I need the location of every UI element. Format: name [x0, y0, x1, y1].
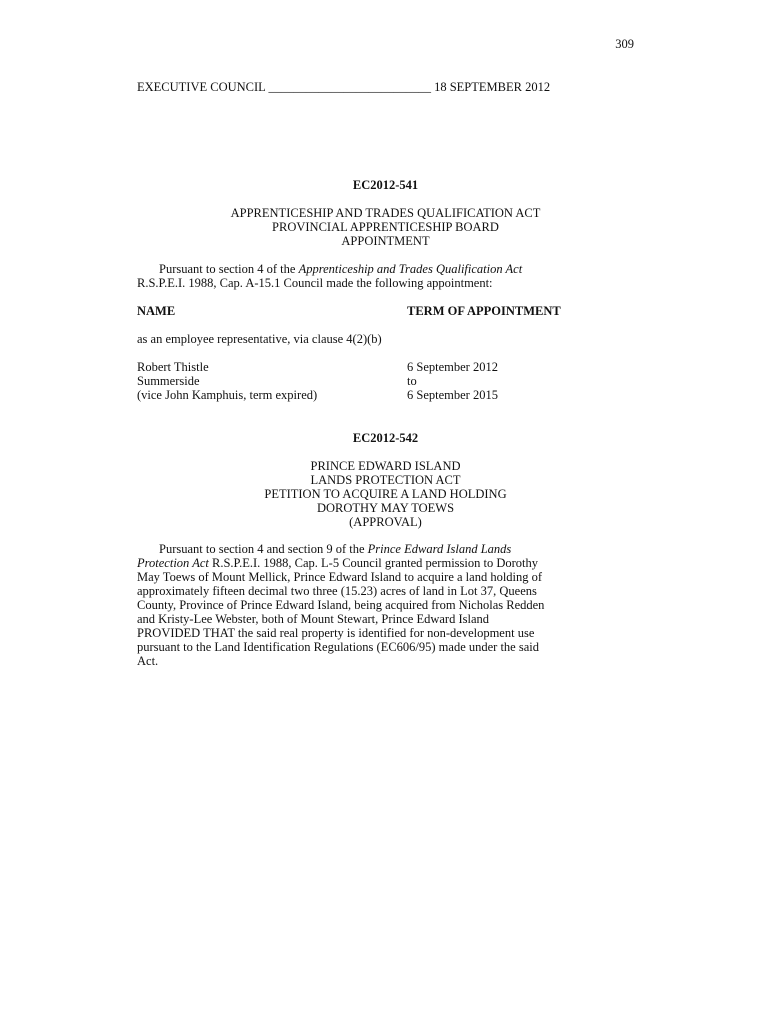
heading-line: APPRENTICESHIP AND TRADES QUALIFICATION ACT — [230, 206, 541, 220]
act-title: Prince Edward Island Lands — [367, 542, 512, 556]
appointee-note: (vice John Kamphuis, term expired) — [137, 388, 318, 402]
paragraph-line — [137, 556, 634, 570]
act-title: Apprenticeship and Trades Qualification Act — [298, 262, 523, 276]
order-number: EC2012-542 — [352, 431, 419, 445]
appointee-details — [137, 360, 397, 402]
paragraph-text: Pursuant to section 4 of the — [159, 262, 299, 276]
term-start: 6 September 2012 — [407, 360, 498, 374]
paragraph-line: approximately fifteen decimal two three (15.23) acres of land in Lot 37, Queens — [137, 584, 537, 598]
column-header-name: NAME — [137, 304, 176, 318]
column-header-term: TERM OF APPOINTMENT — [407, 304, 561, 318]
act-title: Protection Act — [137, 556, 209, 570]
heading-line: PETITION TO ACQUIRE A LAND HOLDING — [264, 487, 507, 501]
appointee-name: Robert Thistle — [137, 360, 209, 374]
paragraph-line: and Kristy-Lee Webster, both of Mount Stewart, Prince Edward Island — [137, 612, 489, 626]
running-head-left: EXECUTIVE COUNCIL — [137, 80, 266, 94]
term-to: to — [407, 374, 417, 388]
paragraph-line: County, Province of Prince Edward Island, being acquired from Nicholas Redden — [137, 598, 545, 612]
order-number: EC2012-541 — [352, 178, 419, 192]
heading-line: DOROTHY MAY TOEWS — [316, 501, 455, 515]
paragraph-line: Act. — [137, 654, 159, 668]
term-end: 6 September 2015 — [407, 388, 498, 402]
heading-line: PROVINCIAL APPRENTICESHIP BOARD — [272, 220, 499, 234]
heading-line: APPOINTMENT — [341, 234, 430, 248]
order-heading — [137, 206, 634, 248]
heading-line: LANDS PROTECTION ACT — [310, 473, 461, 487]
paragraph-line: PROVIDED THAT the said real property is identified for non-development use — [137, 626, 535, 640]
page-number: 309 — [615, 37, 634, 51]
paragraph-text: Pursuant to section 4 and section 9 of the — [159, 542, 368, 556]
paragraph-line — [137, 542, 634, 556]
running-head-rule: __________________________ — [268, 80, 431, 94]
paragraph-line: R.S.P.E.I. 1988, Cap. A-15.1 Council made the following appointment: — [137, 276, 493, 290]
running-head-date: 18 SEPTEMBER 2012 — [434, 80, 551, 94]
paragraph-line — [137, 262, 634, 276]
order-paragraph — [137, 262, 634, 290]
appointment-clause: as an employee representative, via clause 4(2)(b) — [137, 332, 382, 346]
order-paragraph — [137, 542, 634, 668]
running-head — [137, 80, 637, 94]
heading-line: PRINCE EDWARD ISLAND — [310, 459, 461, 473]
paragraph-text: R.S.P.E.I. 1988, Cap. L-5 Council granted permission to Dorothy — [208, 556, 539, 570]
heading-line: (APPROVAL) — [349, 515, 422, 529]
appointee-location: Summerside — [137, 374, 200, 388]
paragraph-line: pursuant to the Land Identification Regulations (EC606/95) made under the said — [137, 640, 539, 654]
appointment-term — [407, 360, 637, 402]
order-heading — [137, 459, 634, 529]
paragraph-line: May Toews of Mount Mellick, Prince Edward Island to acquire a land holding of — [137, 570, 543, 584]
